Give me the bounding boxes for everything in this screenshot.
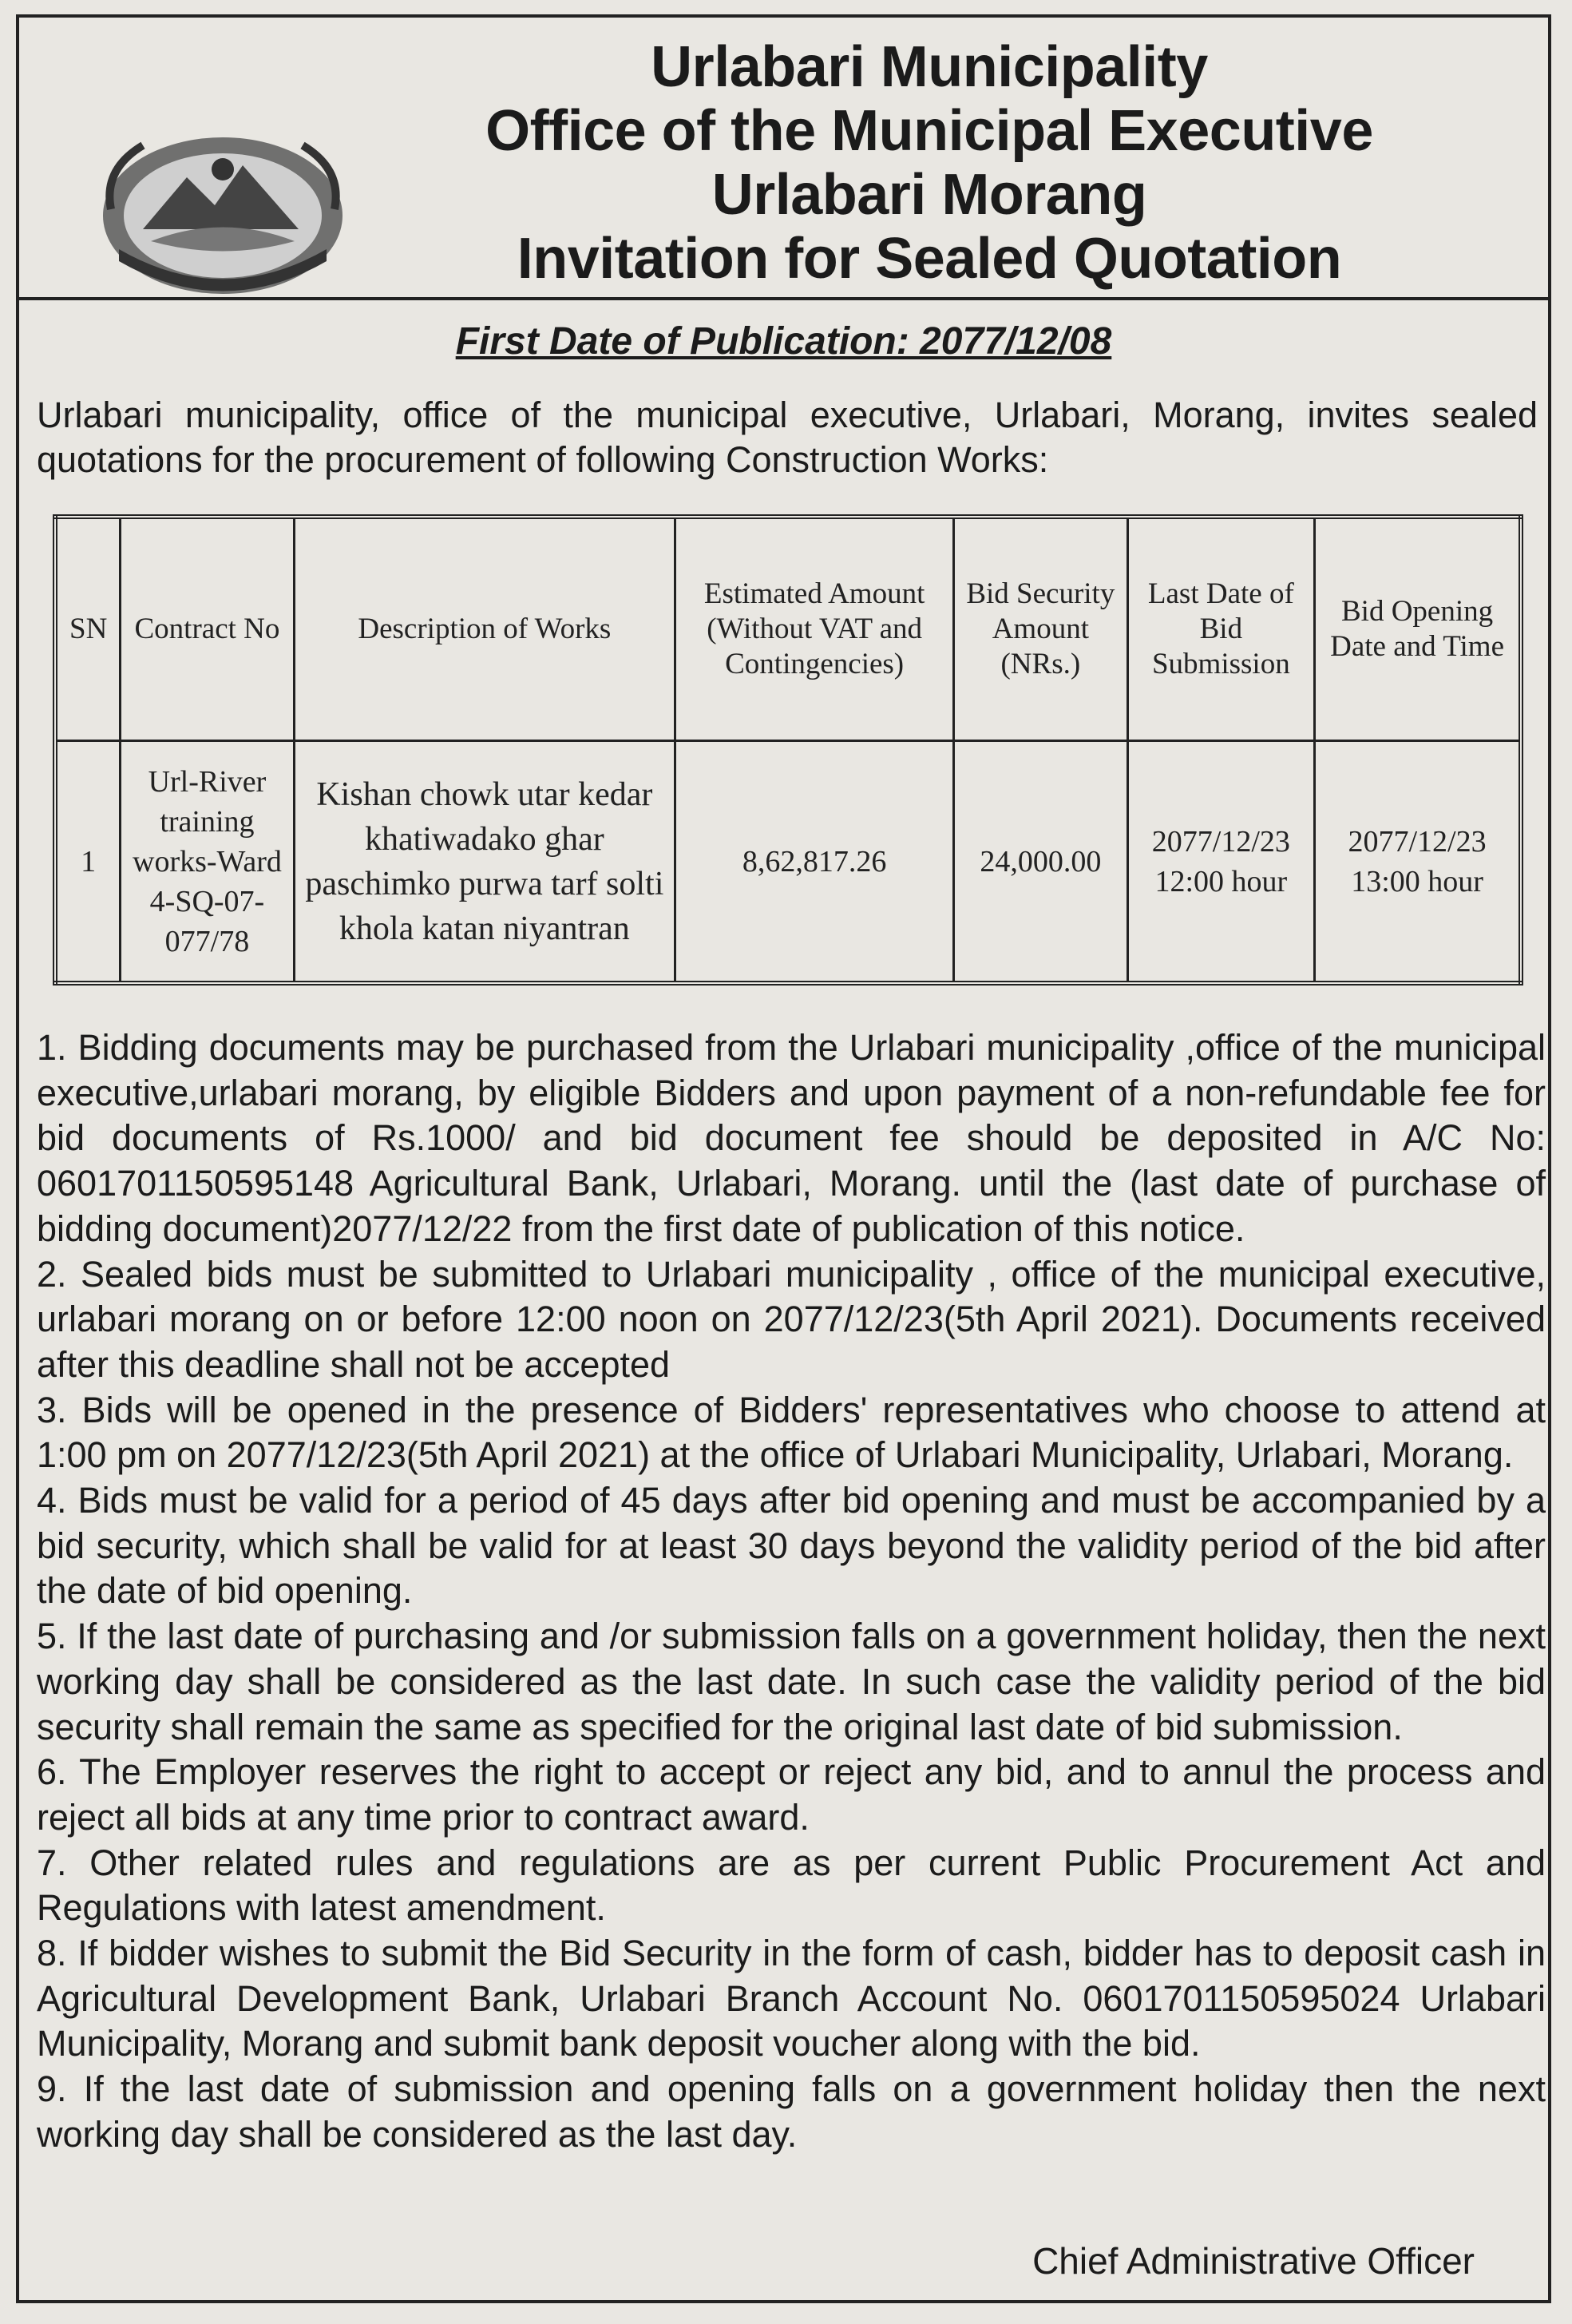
terms-list (37, 1025, 1546, 2158)
header-titles (370, 35, 1488, 291)
header-divider (19, 297, 1548, 300)
term-item: 8. If bidder wishes to submit the Bid Security in the form of cash, bidder has to deposit cash in Agricultural Development Bank, Urlabari Branch Account No. 0601701150595024 Urlabari Municipality, Morang and submit bank deposit voucher along with the bid. (37, 1933, 1546, 2064)
header-estimated-amount: Estimated Amount (Without VAT and Contingencies) (675, 517, 954, 741)
cell-estimated-amount: 8,62,817.26 (675, 741, 954, 984)
term-item: 2. Sealed bids must be submitted to Urlabari municipality , office of the municipal executive, urlabari morang on or before 12:00 noon on 2077/12/23(5th April 2021). Documents received after this deadline shall not be accepted (37, 1253, 1546, 1385)
cell-bid-opening: 2077/12/23 13:00 hour (1315, 741, 1521, 984)
cell-sn: 1 (55, 741, 121, 984)
term-item: 1. Bidding documents may be purchased from the Urlabari municipality ,office of the municipal executive,urlabari morang, by eligible Bidders and upon payment of a non-refundable fee for bid documents of Rs.1000/ and bid document fee should be deposited in A/C No: 0601701150595148 Agricultural Bank, Urlabari, Morang. until the (last date of purchase of bidding document)2077/12/22 from the first date of publication of this notice. (37, 1027, 1546, 1249)
notice-frame (16, 14, 1551, 2303)
header-bid-opening: Bid Opening Date and Time (1315, 517, 1521, 741)
term-item: 3. Bids will be opened in the presence of Bidders' representatives who choose to attend at 1:00 pm on 2077/12/23(5th April 2021) at the office of Urlabari Municipality, Urlabari, Morang. (37, 1389, 1546, 1476)
nepal-government-emblem-icon (95, 121, 350, 305)
works-table (53, 514, 1523, 986)
header-last-date: Last Date of Bid Submission (1127, 517, 1315, 741)
signature: Chief Administrative Officer (1032, 2240, 1475, 2282)
term-item: 4. Bids must be valid for a period of 45 days after bid opening and must be accompanied by a bid security, which shall be valid for at least 30 days beyond the validity period of the bid after the date of bid opening. (37, 1480, 1546, 1612)
location-title: Urlabari Morang (711, 163, 1147, 227)
header-bid-security: Bid Security Amount (NRs.) (954, 517, 1128, 741)
cell-description: Kishan chowk utar kedar khatiwadako ghar paschimko purwa tarf solti khola katan niyantran (294, 741, 675, 984)
term-item: 7. Other related rules and regulations are as per current Public Procurement Act and Regulations with latest amendment. (37, 1842, 1546, 1929)
term-item: 6. The Employer reserves the right to accept or reject any bid, and to annul the process and reject all bids at any time prior to contract award. (37, 1751, 1546, 1838)
header-sn: SN (55, 517, 121, 741)
header-description: Description of Works (294, 517, 675, 741)
publication-date: First Date of Publication: 2077/12/08 (455, 320, 1112, 363)
notice-header (19, 18, 1548, 297)
cell-last-date: 2077/12/23 12:00 hour (1127, 741, 1315, 984)
cell-contract-no: Url-River training works-Ward 4-SQ-07-077/78 (121, 741, 294, 984)
municipality-title: Urlabari Municipality (651, 35, 1208, 99)
notice-title: Invitation for Sealed Quotation (517, 227, 1342, 291)
table-row (55, 741, 1521, 984)
intro-paragraph: Urlabari municipality, office of the municipal executive, Urlabari, Morang, invites sealed quotations for the procurement of following Construction Works: (37, 395, 1538, 480)
header-contract-no: Contract No (121, 517, 294, 741)
table-header-row (55, 517, 1521, 741)
office-title: Office of the Municipal Executive (485, 99, 1373, 163)
term-item: 5. If the last date of purchasing and /or submission falls on a government holiday, then the next working day shall be considered as the last date. In such case the validity period of the bid security shall remain the same as specified for the original last date of bid submission. (37, 1616, 1546, 1747)
term-item: 9. If the last date of submission and opening falls on a government holiday then the next working day shall be considered as the last day. (37, 2068, 1546, 2155)
cell-bid-security: 24,000.00 (954, 741, 1128, 984)
